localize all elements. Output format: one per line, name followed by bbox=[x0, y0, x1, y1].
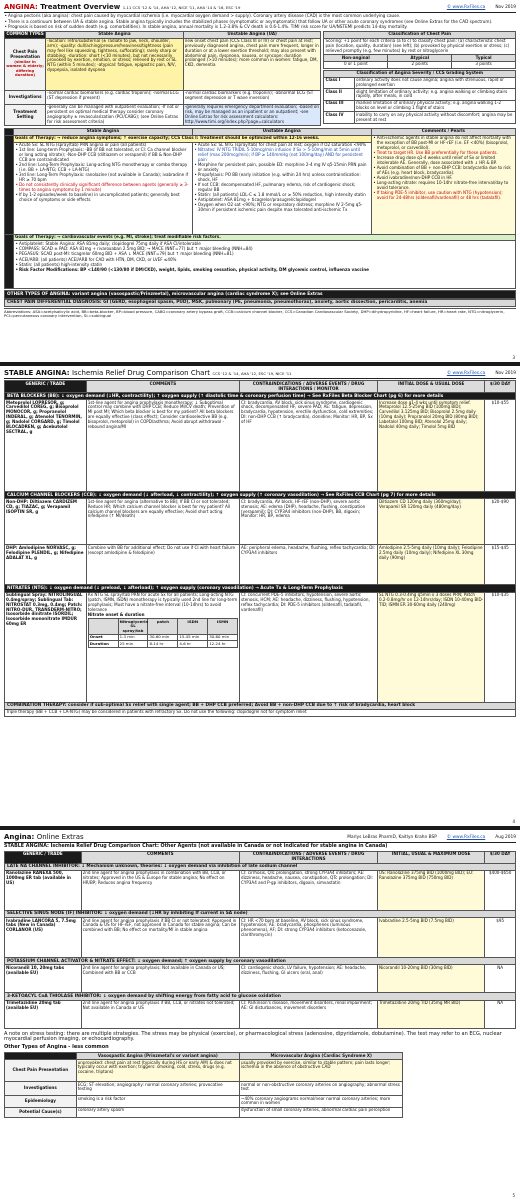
comments: Combine with BB for additional effect; Do not use if CI with heart failure (except amlodipine & felodipine) bbox=[86, 545, 239, 585]
page-number: 3 bbox=[512, 355, 515, 361]
section-bar: LATE NA CHANNEL INHIBITOR: ↓ Mechanism unknown, theories: ↓ oxygen demand via inhibition of late sodium channel bbox=[5, 863, 516, 870]
mini-cell: Duration bbox=[88, 641, 118, 647]
generic-trade: Ivabradine LANCORA 5, 7.5mg tabs (New in Canada) CORLANOR (US) bbox=[5, 918, 82, 958]
generic-trade: Non-DHP: Diltiazem CARDIZEM CD, g; TIAZAC, g; Verapamil ISOPTIN SR, g bbox=[5, 499, 87, 545]
combination-note: Triple therapy (BB + CCB + LA-NTG) may be considered in patients with refractory Sx. Do not use the following: clopidogrel not for symptom relief. bbox=[5, 709, 516, 716]
price: $20-$90 bbox=[485, 499, 516, 545]
table-row bbox=[5, 918, 516, 958]
site-link[interactable]: © www.RxFiles.ca bbox=[446, 4, 486, 10]
col-head: GENERIC / TRADE bbox=[5, 381, 87, 393]
intro-note: • Angina pectoris (aka angina): chest pain caused by myocardial ischemia (i.e. myocardial oxygen demand > supply). Coronary artery disease (CAD) is the most common underlying cause. bbox=[4, 14, 516, 19]
unstable-tx-item: • Oxygen when O2 sat <90%; NTG or respiratory distress; morphine IV 2-5mg q5-30min if persistent ischemic pain despite max tolerated anti-ischemic Tx bbox=[194, 203, 370, 213]
date: Nov 2019 bbox=[495, 370, 516, 376]
symptom-relief-label bbox=[5, 135, 27, 234]
ccs-desc: ordinary activity does not cause angina; angina with strenuous, rapid or prolonged exertion bbox=[355, 77, 516, 89]
references: CCS '12 & '14, AHA '12, ESC '19, NICE '11 bbox=[212, 371, 292, 376]
references: 1-11 CCS '12 & '14, AHA '12, NICE '11, AHA '14 & '16, ESC '19 bbox=[122, 5, 241, 10]
top-section bbox=[4, 31, 516, 126]
cv-item: • Statin: (all patients) high-intensity statin bbox=[15, 263, 514, 268]
col-head: COMMENTS bbox=[86, 381, 239, 393]
stable-tx-item: • 2nd line: Long-Term Prophylaxis: Long-acting NTG monotherapy or combo therapy (i.e. BB + LA-NTG; CCB + LA-NTG) bbox=[15, 163, 191, 173]
mini-cell: 30-60 min bbox=[148, 634, 178, 640]
ot-head: Microvascular Angina (Cardiac Syndrome X) bbox=[240, 1053, 403, 1060]
page-number: 5 bbox=[512, 1193, 515, 1199]
table-row bbox=[5, 545, 516, 585]
classif-val: 3 points bbox=[452, 61, 516, 68]
price: $15-$45 bbox=[485, 545, 516, 585]
classif-title: Classification of Chest Pain bbox=[324, 31, 516, 38]
classification-panel bbox=[323, 31, 516, 126]
dose: Nicorandil 10-20mg BID (30mg BID) bbox=[378, 965, 485, 993]
price: $10-$35 bbox=[485, 592, 516, 702]
ccs-desc: slight limitation of ordinary activity; e.g. angina walking or climbing stairs rapidly, after meals, in cold bbox=[355, 89, 516, 101]
table-row bbox=[5, 870, 516, 910]
comment-item: • If taking PDE-5 inhibitor, use caution with NTG (hypotension); avoid for 24-48hrs (sildenafil/vardenafil) or 48 hrs (tadalafil). bbox=[373, 191, 514, 201]
stable-tx-item: • 3rd line: Long-Term Prophylaxis: ranolazine (not available in Canada); ivabradine if HR ≥ 70 bpm bbox=[15, 173, 191, 183]
cv-goals: Goals of Therapy: → cardiovascular events (e.g. MI, stroke); treat modifiable risk factors. bbox=[14, 234, 516, 241]
mini-cell: Onset bbox=[88, 634, 118, 640]
section-bar-nitrates: NITRATES (NTG): ↓ oxygen demand (↓ preload, ↓ afterload); ↑ oxygen supply (coronary vasodilation) → Acute Tx & Long-Term Prophylaxis bbox=[5, 585, 516, 592]
stable-presentation: -location: retro/substernal (± radiate to jaw, neck, shoulder, arm); -quality: dull/aching/pressure/heaviness/tightness (pain may feel like squeezing, tightness, suffocating); rarely sharp or stabbing; -duration: short (<10 minutes), but not necessarily provoked by exertion, emotion, or stress; relieved by rest or SL NTG (within 5 minutes); -atypical: fatigue, epigastric pain, N/V, dyspepsia, isolated dyspnea bbox=[46, 38, 184, 90]
nitrate-onset-table bbox=[88, 618, 238, 647]
ccs-title: Classification of Angina Severity / CCS Grading System bbox=[324, 70, 516, 77]
page-angina-treatment-overview bbox=[0, 0, 520, 362]
price: $10-$55 bbox=[485, 400, 516, 492]
drug-comparison-table bbox=[4, 380, 516, 716]
col-head: $/30 DAY bbox=[485, 381, 516, 393]
ccs-grading-table bbox=[323, 70, 516, 124]
ot-cell: coronary artery spasm bbox=[76, 1107, 239, 1117]
contraindications: CI: Parkinson's disease, movement disorders, renal impairment; AE: GI disturbances, movement disorders bbox=[240, 1000, 378, 1028]
ot-label: Potential Cause(s) bbox=[5, 1107, 77, 1117]
comments: 1st-line agent for angina (alternative to BB); If BB CI or not tolerated; Reduce HR; Which calcium channel blocker is best for my patient? All calcium channel blockers are equally effective; Avoid short acting nifedipine (↑ MI/death) bbox=[86, 499, 239, 545]
ccs-class: Class II bbox=[324, 89, 355, 101]
col-head: COMMENTS bbox=[81, 851, 239, 863]
contraindications: CI: concurrent PDE-5 inhibitors, hypotension, severe aortic stenosis, HCM; AE: headache, dizziness, flushing, hypotension, reflex tachycardia; DI: PDE-5 inhibitors (sildenafil, tadalafil, vardenafil) bbox=[240, 592, 378, 702]
section-bar-bb: BETA BLOCKERS (BB): ↓ oxygen demand (↓HR, contractility); ↑ oxygen supply (↑ diastolic time & coronary perfusion time) → See RxFiles Beta Blocker Chart (pg 6) for more details bbox=[5, 392, 516, 399]
common-types-table bbox=[4, 31, 321, 126]
classif-val: 0 or 1 point bbox=[324, 61, 388, 68]
cv-item: • Antiplatelet: Stable Angina: ASA 81mg daily; clopidogrel 75mg daily if ASA CI/intolerable bbox=[15, 242, 514, 247]
date: Nov 2019 bbox=[495, 4, 516, 10]
table-row bbox=[5, 1000, 516, 1028]
unstable-tx-item: • Statin: (all patients) LDL-C ≤ 1.8 mmol/L or ≥ 50% reduction, high intensity statin bbox=[194, 193, 370, 198]
mini-cell: 12-24 hr bbox=[208, 641, 238, 647]
stable-setting: -generally can be managed with outpatient evaluation; -If not or persistent on optimal medical therapy consider coronary angiography ± revascularization (PCI/CABG); (see Online Extras for risk assessment criteria) bbox=[46, 104, 184, 125]
mini-cell: 25 min bbox=[118, 641, 148, 647]
other-types-title: Other Types of Angina - less common bbox=[4, 1044, 109, 1051]
stress-testing-note: A note on stress testing: there are multiple strategies. The stress may be physical (exercise), or pharmacological stress (adenosine, dipyridamole, dobutamine). The test may refer to an ECG, nuclear myocardial perfusion imaging, or echocardiography. bbox=[4, 1030, 502, 1043]
price: $400-$650 bbox=[485, 870, 516, 910]
unstable-tx-item: • Antiplatelet: ASA 81mg + ticagrelor/prasugrel/clopidogrel bbox=[194, 198, 370, 203]
page-drug-comparison bbox=[0, 366, 520, 826]
table-row bbox=[5, 592, 516, 702]
classif-head: Non-anginal bbox=[324, 55, 388, 62]
comment-item: • Anti-ischemic agents in stable angina do not affect mortality with the exception of BB post-MI or HF-rEF (i.e. EF <40%) (bisoprolol, metoprolol, or carvedilol). bbox=[373, 136, 514, 150]
mini-cell: 15-45 min bbox=[178, 634, 208, 640]
unstable-presentation: new onset chest pain (CCS Class III or IV) or chest pain at rest; previously diagnosed angina, chest pain more frequent, longer in duration or at a lower exertion threshold; may also present with abdominal pain, dyspnoea, nausea, or syncope; duration prolonged (>10 minutes); more common in women: fatigue, DM, CKD, dementia bbox=[183, 38, 321, 90]
ccs-class: Class IV bbox=[324, 112, 355, 124]
cv-prev-label: CV Prevention bbox=[19, 244, 25, 278]
page-title: ANGINA: Treatment Overview 1-11 CCS '12 & '14, AHA '12, NICE '11, AHA '14 & '16, ESC '19 bbox=[4, 3, 241, 11]
ccs-desc: marked limitation of ordinary physical activity; e.g. angina walking 1-2 blocks on level or climbing 1 flight of stairs bbox=[355, 100, 516, 112]
cv-prevention-list bbox=[14, 241, 516, 289]
classif-head: Typical bbox=[452, 55, 516, 62]
col-head: $/30 DAY bbox=[485, 851, 516, 863]
differential-diagnosis-bar: CHEST PAIN DIFFERENTIAL DIAGNOSIS: GI (GERD, esophageal spasm, PUD), MSK, pulmonary (PE, pneumonia, pneumothorax), anxiety, aortic dissection, pericarditis, anemia bbox=[4, 299, 516, 307]
contraindications: CI: HR <70 bpm at baseline, AV block, sick sinus syndrome, hypotension; AE: bradycardia, phosphenes (luminous phenomena), AF; DI: strong CYP3A4 inhibitors (ketoconazole, clarithromycin) bbox=[240, 918, 378, 958]
price: NA bbox=[485, 965, 516, 993]
contraindications: CI: cardiogenic shock, LV failure, hypotension; AE: headache, dizziness, flushing, GI ulcers (oral, anal) bbox=[240, 965, 378, 993]
dose: US: Ranolazine 375mg BID (1000mg BID); EU: Ranolazine 375mg BID (750mg BID) bbox=[378, 870, 485, 910]
comments: 2nd line agent for angina prophylaxis in combination with BB, CCB, or nitrates; Approved in the US & Europe for stable angina; No effect on HR/BP; Reduces angina frequency bbox=[81, 870, 239, 910]
comment-item: • Treat to target HR. Use BB preferentially for these patients. bbox=[373, 151, 514, 156]
table-row bbox=[5, 499, 516, 545]
contraindications: CI: bradycardia, AV block, HF-rEF (non-DHP), severe aortic stenosis; AE: edema (DHP), headache, flushing, constipation (verapamil); DI: CYP3A4 inhibitors (non-DHP), BB, digoxin; Monitor: HR, BP, edema bbox=[240, 499, 378, 545]
unstable-tx bbox=[192, 142, 371, 234]
treatment-table bbox=[4, 128, 516, 289]
comment-item: • Avoid combination of BB + non-DHP CCB: bradycardia due to risk of AEs (e.g. heart block, bradycardia). bbox=[373, 166, 514, 176]
contraindications: CI: cirrhosis, QTc prolongation, strong CYP3A4 inhibitors; AE: dizziness, headache, nausea, constipation, QTc prolongation; DI: CYP3A4 and P-gp inhibitors, digoxin, simvastatin bbox=[240, 870, 378, 910]
stable-tx-item: • 1st line: Long-term Prophylaxis: -BB (if BB not tolerated, or CI: Ca channel blocker or long acting nitrate); -Non-DHP CCB (diltiazem or verapamil) if BB & Non-DHP CCB are contraindicated bbox=[15, 148, 191, 162]
unstable-tx-item: • Acute Sx: SL NTG (spray/tab) for chest pain at rest; oxygen if O2 saturation <90% bbox=[194, 143, 370, 148]
cv-item: • PEGASUS: SCAD post-MI: ticagrelor 60mg BID + ASA ↓ MACE (NNT=79) but ↑ major bleeding (NNH=81) bbox=[15, 252, 514, 257]
ot-cell: ~40% coronary angiograms normal/near normal coronary arteries; more common in women bbox=[240, 1096, 403, 1108]
generic-trade: Ranolazine RANEXA 500, 1000mg ER tab (available in US) bbox=[5, 870, 82, 910]
row-label: Investigations bbox=[5, 90, 46, 104]
comment-item: • Avoid ivabradine/non-DHP CCB in HF. bbox=[373, 176, 514, 181]
contraindications: CI: bradycardia, AV block, sick sinus syndrome, cardiogenic shock, decompensated HF, severe PAD; AE: fatigue, depression, bradycardia, hypotension, erectile dysfunction, cold extremities; DI: non-DHP CCB (↑ bradycardia), clonidine; Monitor: HR, BP, Sx of HF bbox=[240, 400, 378, 492]
authors: Marlys LeBras PharmD, Kaitlyn Krahn BSP bbox=[347, 834, 437, 840]
mini-cell: 30-60 min bbox=[208, 634, 238, 640]
classif-val: 2 points bbox=[388, 61, 452, 68]
unstable-tx-item: • Morphine for persistent pain, possible ED: morphine 2-4 mg IV q5-15min PRN pain or anxiety bbox=[194, 163, 370, 173]
price: $95 bbox=[485, 918, 516, 958]
generic-trade: Metoprolol LOPRESOR, g; Carvedilol COREG, g; Bisoprolol MONOCOR, g; Propranolol INDERAL, g; Atenolol TENORMIN, g; Nadolol CORGARD, g; Timolol BLOCADREN, g; Acebutolol SECTRAL, g bbox=[5, 400, 87, 492]
comments: Rx NTG SL spray/tab PRN for acute Sx for all patients; Long-acting NTG (patch, ISMN, ISDN) monotherapy is typically used 2nd line for long-term prophylaxis; Must have a nitrate-free interval (10-14hrs) to avoid tolerance bbox=[87, 592, 238, 612]
page-header bbox=[4, 833, 516, 843]
unstable-investigations: -normal cardiac biomarkers (e.g. troponin); -abnormal ECG (ST segment depression or T wave inversion) bbox=[183, 90, 321, 104]
ot-label: Chest Pain Presentation bbox=[5, 1060, 77, 1082]
col-head: CONTRAINDICATIONS / ADVERSE EVENTS / DRUG INTERACTIONS bbox=[240, 851, 378, 863]
site-link[interactable]: © www.RxFiles.ca bbox=[446, 834, 486, 840]
unstable-tx-item: • Nitrates: IV NTG TRIDIL 5-10mcg/min infusion if Sx > 5-10mg/min at 5min until relief (max 200mcg/min); if BP ≥ 140mmHg (not 100mg/day) AND for persistent pain bbox=[194, 148, 370, 162]
generic-trade: Sublingual Spray: NITROLINGUAL 0.4mg/spray; Sublingual Tab: NITROSTAT 0.3mg, 0.4mg; Patch: NITRO-DUR, TRANSDERM-NITRO; Isosorbide dinitrate ISORDIL; Isosorbide mononitrate IMDUR 60mg ER bbox=[5, 592, 87, 702]
tx-comments-head: Comments / Pearls bbox=[371, 128, 515, 135]
row-sublabel: (similar in women & elderly; differing duration) bbox=[6, 58, 44, 78]
table-row bbox=[5, 400, 516, 492]
section-bar-ccb: CALCIUM CHANNEL BLOCKERS (CCB): ↓ oxygen demand (↓ afterload, ↓ contractility); ↑ oxygen supply (↑ coronary vasodilation) → See RxFiles CCB Chart (pg 7) for more details bbox=[5, 492, 516, 499]
combination-therapy-bar: COMBINATION THERAPY: consider if sub-optimal Sx relief with single agent; BB + DHP CCB preferred; Avoid BB + non-DHP CCB due to ↑ risk of bradycardia, heart block bbox=[5, 702, 516, 709]
col-unstable: Unstable Angina (UA) bbox=[183, 31, 321, 38]
comments-with-table bbox=[86, 592, 239, 702]
dose: Diltiazem CD 120mg daily (360mg/day); Verapamil SR 120mg daily (480mg/day) bbox=[378, 499, 485, 545]
mini-cell: 4-6 hr bbox=[178, 641, 208, 647]
cv-item: • COMPASS: SCAD ± PAD: ASA 81mg + rivaroxaban 2.5mg BID; → MACE (NNT=77) but ↑ major bleeding (NNH=84) bbox=[15, 247, 514, 252]
comment-item: • Long-acting nitrate: requires 10-14hr nitrate-free interval/day to avoid tolerance. bbox=[373, 181, 514, 191]
mini-cell: 8-14 hr bbox=[148, 641, 178, 647]
ot-head bbox=[5, 1053, 77, 1060]
dose: Amlodipine 2.5-5mg daily (10mg daily); Felodipine 2.5mg daily (10mg daily); Nifedipine XL 30mg daily (90mg) bbox=[378, 545, 485, 585]
mini-head: patch bbox=[148, 619, 178, 635]
mini-cell: 1-3 min bbox=[118, 634, 148, 640]
other-types-bar: OTHER TYPES OF ANGINA: variant angina (vasospastic/Prinzmetal), microvascular angina (cardiac syndrome X); see Online Extras bbox=[4, 290, 516, 298]
tx-stable-head: Stable Angina bbox=[14, 128, 193, 135]
col-head: CONTRAINDICATIONS / ADVERSE EVENTS / DRUG INTERACTIONS / MONITOR bbox=[240, 381, 378, 393]
generic-trade: Trimetazidine 20mg tab (available EU) bbox=[5, 1000, 82, 1028]
ot-cell: usually provoked by exercise, similar to stable pattern; pain lasts longer; ischemia in the absence of obstructive CAD bbox=[240, 1060, 403, 1082]
contraindications: AE: peripheral edema, headache, flushing, reflex tachycardia; DI: CYP3A4 inhibitors bbox=[240, 545, 378, 585]
ot-label: Epidemiology bbox=[5, 1096, 77, 1108]
dose: Trimetazidine 20mg TID (35mg MR BID) bbox=[378, 1000, 485, 1028]
stable-tx-item: • Do not consistently clinically significant difference between agents (generally ≥ 3-times to angina symptoms by 1 minute) bbox=[15, 183, 191, 193]
page-number: 4 bbox=[512, 819, 515, 825]
nitrate-table-title: Nitrate onset & duration bbox=[87, 612, 145, 618]
unstable-tx-item: • If not CCB: decompensated HF, pulmonary edema, risk of cardiogenic shock; regular BB bbox=[194, 183, 370, 193]
site-link[interactable]: © www.RxFiles.ca bbox=[446, 370, 486, 376]
section-bar: 3-KETOACYL CoA THIOLASE INHIBITOR: ↓ oxygen demand by shifting energy from fatty acid to glucose oxidation bbox=[5, 993, 516, 1000]
stable-investigations: -normal cardiac biomarkers (e.g. cardiac troponin); -normal ECG (ST depression if present) bbox=[46, 90, 184, 104]
ccs-class: Class I bbox=[324, 77, 355, 89]
page-online-extras bbox=[0, 830, 520, 1200]
ot-cell: unprovoked: chest pain at rest (typically during HS or early AM) & does not typically occur with exertion; triggers: smoking, cold, stress, drugs (e.g. cocaine, triptans) bbox=[76, 1060, 239, 1082]
col-head: INITIAL, USUAL & MAXIMUM DOSE bbox=[378, 851, 485, 863]
comments-pearls bbox=[371, 135, 515, 234]
comments: 2nd line agent for angina prophylaxis; Not available in Canada or US; Combined with BB or CCB bbox=[81, 965, 239, 993]
page-title: STABLE ANGINA: Ischemia Relief Drug Comparison Chart CCS '12 & '14, AHA '12, ESC '19, NICE '11 bbox=[4, 369, 292, 377]
stable-tx-item: • Acute Sx: SL NTG (spray/tab) PRN angina or pain (all patients) bbox=[15, 143, 191, 148]
col-stable: Stable Angina bbox=[46, 31, 184, 38]
tx-corner bbox=[5, 128, 14, 135]
mini-head: ISMN bbox=[208, 619, 238, 635]
dose: SL NTG 0.3-0.4mg q5min x 3 doses PRN; Patch 0.2-0.8mg/hr on 12-14hrs/day; ISDN 10-40mg BID-TID; ISMN ER 30-60mg daily (240mg) bbox=[378, 592, 485, 702]
ccs-desc: inability to carry on any physical activity without discomfort; angina may be present at rest bbox=[355, 112, 516, 124]
cv-prevention-label bbox=[5, 234, 25, 289]
price: NA bbox=[485, 1000, 516, 1028]
ot-cell: ECG: ST elevation; angiography: normal coronary arteries; provocative testing bbox=[76, 1082, 239, 1096]
nitrate-table-wrap bbox=[88, 613, 238, 647]
classif-head: Atypical bbox=[388, 55, 452, 62]
mini-head: Nitroglycerin SL spray/tab bbox=[119, 618, 149, 633]
tx-unstable-head: Unstable Angina bbox=[192, 128, 371, 135]
cv-item: • ACEI/ARB: (all patients) ACEI/ARB for CAD with HTN, DM, CKD, or LVEF ≤40% bbox=[15, 258, 514, 263]
table-row bbox=[5, 965, 516, 993]
goals-of-therapy: Goals of Therapy: → reduce angina symptoms; ↑ exercise capacity; CCS Class I: Treatment should be optimized within 12-16 weeks. bbox=[14, 135, 372, 142]
generic-trade: DHP: Amlodipine NORVASC, g; Felodipine PLENDIL, g; Nifedipine ADALAT XL, g bbox=[5, 545, 87, 585]
ot-cell: normal or non-obstructive coronary arteries on angiography; abnormal stress test bbox=[240, 1082, 403, 1096]
section-bar: SELECTIVE SINUS NODE (IF) INHIBITOR: ↓ oxygen demand (↓HR by inhibiting If current in SA node) bbox=[5, 910, 516, 917]
page-header bbox=[4, 369, 516, 379]
mini-head: ISDN bbox=[178, 619, 208, 635]
row-label: Chest Pain Presentation bbox=[10, 49, 40, 60]
abbreviations-footer: Abbreviations: ASA=acetylsalicylic acid, BB=beta-blocker, BP=blood pressure, CABG=coronary artery bypass graft, CCB=calcium channel blocker, CCS=Canadian Cardiovascular Society, DHP=dihydropyridine, HF=heart failure, HR=heart rate, NTG=nitroglycerin, PCI=percutaneous coronary intervention, SL=sublingual bbox=[4, 308, 516, 319]
other-angina-types-table bbox=[4, 1052, 403, 1117]
cv-item: • Risk Factor Modifications: BP <140/90 (<130/80 if DM/CKD), weight, lipids, smoking cessation, physical activity, DM glycemic control, influenza vaccine bbox=[15, 268, 514, 273]
page-header bbox=[4, 3, 516, 13]
dose: Increase dose q1-4 wks until symptom relief. Metoprolol 12.5-25mg BID (100mg BID); Carvedilol 3.125mg BID; Bisoprolol 2.5mg daily (10mg daily); Propranolol 20mg BID (80mg BID); Labetalol 100mg BID; Atenolol 25mg daily; Nadolol 40mg daily; Timolol 5mg BID bbox=[378, 400, 485, 492]
ot-cell: dysfunction of small coronary arteries, abnormal cardiac pain perception bbox=[240, 1107, 403, 1117]
chest-pain-classification bbox=[323, 31, 516, 69]
dose: Ivabradine 2.5-5mg BID (7.5mg BID) bbox=[378, 918, 485, 958]
comment-item: • Increase drug dose q1-4 weeks until relief of Sx or limited intolerable AE. Generally, dose associated with ↓ HR & BP. bbox=[373, 156, 514, 166]
classif-note: Scoring: +1 point for each criteria (a to c) to classify chest pain: (a) characteristic chest pain (location, quality, duration) (see left); (b) provoked by physical exertion or stress; (c) relieved promptly (e.g. few minutes) by rest or nitroglycerin bbox=[324, 38, 516, 54]
row-label: Treatment Setting bbox=[5, 104, 46, 125]
date: Aug 2019 bbox=[495, 834, 516, 840]
ccs-class: Class III bbox=[324, 100, 355, 112]
page-title: Angina: Online Extras bbox=[4, 833, 84, 841]
ot-head: Vasospastic Angina (Prinzmetal's or variant angina) bbox=[76, 1053, 239, 1060]
stable-tx-item: • If by 1-2 episodes/week to baseline) in uncomplicated patients; generally best choice of symptoms or side effects bbox=[15, 193, 191, 203]
unstable-setting: -generally requires emergency department evaluation; -based on risk, may be managed as an inpatient or an outpatient; -see Online Extras for risk assessment calculators: http://www.timi.org/index.php?page=calculators bbox=[184, 104, 319, 124]
stable-tx bbox=[14, 142, 193, 234]
intro-note: • There is a continuum between UA & stable angina. Stable angina typically includes the stabilized phases (symptomatic or asymptomatic) that follow UA or other acute coronary syndromes (see Online Extras for the CAD spectrum). bbox=[4, 20, 516, 25]
ot-label: Investigations bbox=[5, 1082, 77, 1096]
intro-notes bbox=[4, 14, 516, 29]
comments: 2nd line agent for angina prophylaxis if BB CI or not tolerated; Approved in Canada & US for HF-rEF, not approved in Canada for stable angina; Can be combined with BB; No effect on mortality/MI in stable angina bbox=[81, 918, 239, 958]
anti-ischemic-label: Anti-ischemic Tx bbox=[21, 165, 27, 204]
comments: 1st-line agent for angina prophylaxis monotherapy; ↓ Suboptimal control may combine with DHP CCB; Reduce MI/CV death; Prevention of MI post MI; Which beta blocker is best for my patient? All beta blockers are equally effective (class effect); Consider cardioselective BB (e.g. bisoprolol, metoprolol) in COPD/asthma; Avoid abrupt withdrawal - rebound angina/MI bbox=[86, 400, 239, 492]
ot-cell: smoking is a risk factor bbox=[76, 1096, 239, 1108]
common-types-label: COMMON TYPES bbox=[6, 31, 44, 37]
unstable-tx-item: • Propofylaxis: PO BB (early initiation (e.g. within 24 hrs) unless contraindication: shock, HF bbox=[194, 173, 370, 183]
mini-head bbox=[88, 619, 118, 635]
other-agents-table bbox=[4, 851, 516, 1029]
section-bar: POTASSIUM CHANNEL ACTIVATOR & NITRATE EFFECT: ↓ oxygen demand; ↑ oxygen supply by coronary vasodilation bbox=[5, 958, 516, 965]
col-head: INITIAL DOSE & USUAL DOSE bbox=[378, 381, 485, 393]
comments: 2nd line agent for angina prophylaxis if BB, CCB, or nitrates not tolerated; Not available in Canada or US bbox=[81, 1000, 239, 1028]
page-subtitle: STABLE ANGINA: Ischemia Relief Drug Comparison Chart: Other Agents (not available in Canada or not indicated for stable angina in Canada) bbox=[4, 844, 388, 850]
generic-trade: Nicorandil 10, 20mg tabs (available EU) bbox=[5, 965, 82, 993]
col-head: GENERIC / TRADE bbox=[5, 851, 82, 863]
intro-note: • Prognosis is based on risk of sudden death (e.g. comorbidities). In stable angina, annual mortality is 1.2-3.8% & CV death is 0.6-1.4%. TIMI risk score for UA/NSTEMI predicts 14-day mortality. bbox=[4, 25, 516, 30]
